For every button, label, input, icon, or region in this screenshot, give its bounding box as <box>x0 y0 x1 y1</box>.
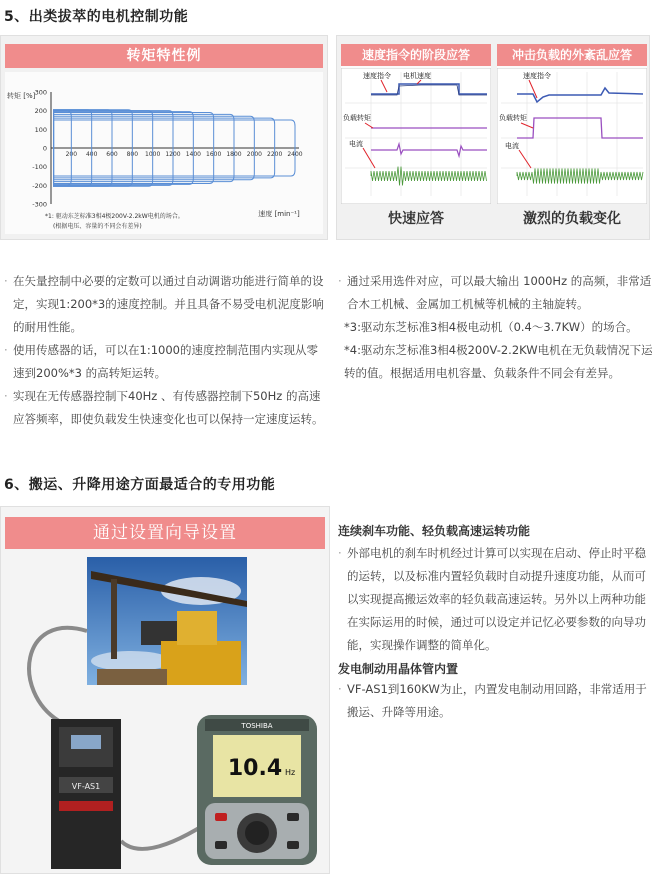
torque-chart <box>5 72 323 234</box>
response-panel <box>336 35 650 240</box>
list-item: · 实现在无传感器控制下40Hz 、有传感器控制下50Hz 的高速应答频率，即使负载发生快速变化也可以保持一定速度运转。 <box>4 389 324 426</box>
list-item: · 在矢量控制中必要的定数可以通过自动调谐功能进行简单的设定，实现1:200*3的速度控制。并且具备不易受电机泥度影响的耐用性能。 <box>4 274 324 334</box>
note-item: *4:驱动东芝标准3相4极200V-2.2KW电机在无负载情况下运转的值。根据适用电机容量、负载条件不同会有差异。 <box>344 343 653 380</box>
wizard-illustration-panel <box>0 506 330 874</box>
torque-ylabel: 转矩 [%] <box>7 92 36 100</box>
load-response-scope <box>497 68 647 204</box>
x-tick-label: 800 <box>126 151 139 158</box>
wizard-heading: 通过设置向导设置 <box>5 517 325 549</box>
brake-function-heading: 连续刹车功能、轻负载高速运转功能 <box>338 524 531 538</box>
feature-list-right <box>338 270 654 385</box>
torque-note-1: *1: 驱动东芝标准3相4极200V-2.2kW电机的场合。 <box>45 213 184 220</box>
y-tick-label: 0 <box>42 144 47 153</box>
load-response-caption: 激烈的负载变化 <box>523 211 621 227</box>
y-tick-label: -300 <box>32 200 47 209</box>
torque-xlabel: 速度 [min⁻¹] <box>258 210 300 218</box>
operation-panel <box>197 715 317 865</box>
y-tick-label: -100 <box>32 163 47 172</box>
speed-response-scope <box>341 68 491 204</box>
speed-response-chart <box>341 44 491 204</box>
speed-response-caption: 快速应答 <box>388 211 444 227</box>
load-torque-label: 负载转矩 <box>343 114 371 122</box>
panel-brand: TOSHIBA <box>241 722 273 730</box>
x-tick-label: 2000 <box>246 151 262 158</box>
load-current-label: 电流 <box>505 142 519 150</box>
x-tick-label: 1800 <box>226 151 242 158</box>
brake-transistor-text <box>338 678 654 724</box>
speed-cmd-label: 速度指令 <box>363 72 391 80</box>
list-item: · 外部电机的刹车时机经过计算可以实现在启动、停止时平稳的运转，以及标准内置轻负载时自动提升速度功能，从而可以实现提高搬运效率的轻负载高速运转。另外以上两种功能在实际运用的时候，通过可以设定并记忆必要参数的向导功能，实现操作调整的简单化。 <box>338 546 646 652</box>
load-response-heading: 冲击负载的外紊乱应答 <box>497 44 647 66</box>
y-tick-label: -200 <box>32 181 47 190</box>
x-tick-label: 600 <box>106 151 118 158</box>
motor-speed-label: 电机速度 <box>403 72 431 80</box>
panel-display-value: 10.4 <box>227 756 283 781</box>
inverter-unit <box>51 719 121 869</box>
x-tick-label: 1600 <box>206 151 222 158</box>
wizard-illustration <box>1 551 331 873</box>
inverter-label: VF-AS1 <box>71 782 101 791</box>
crane-photo <box>87 557 247 685</box>
y-tick-label: 200 <box>34 107 47 116</box>
load-response-chart <box>497 44 647 204</box>
panel-display-unit: Hz <box>285 768 296 777</box>
current-label: 电流 <box>349 140 363 148</box>
x-tick-label: 1400 <box>185 151 201 158</box>
x-tick-label: 2200 <box>267 151 283 158</box>
x-tick-label: 1200 <box>165 151 181 158</box>
x-tick-label: 1000 <box>145 151 161 158</box>
load-speed-cmd-label: 速度指令 <box>523 72 551 80</box>
feature-list-left <box>4 270 326 431</box>
x-tick-label: 2400 <box>287 151 303 158</box>
brake-transistor-heading: 发电制动用晶体管内置 <box>338 662 459 676</box>
x-tick-label: 200 <box>65 151 78 158</box>
y-tick-label: 100 <box>34 125 47 134</box>
brake-function-text <box>338 542 654 657</box>
torque-panel-heading: 转矩特性例 <box>5 44 323 68</box>
load-load-torque-label: 负载转矩 <box>499 114 527 122</box>
torque-characteristic-panel <box>0 35 328 240</box>
section-6-title: 6、搬运、升降用途方面最适合的专用功能 <box>4 477 276 493</box>
list-item: · 使用传感器的话，可以在1:1000的速度控制范围内实现从零速到200%*3 的高转矩运转。 <box>4 343 318 380</box>
list-item: · 通过采用选件对应，可以最大输出 1000Hz 的高频，非常适合木工机械、金属加工机械等机械的主轴旋转。 <box>338 274 652 311</box>
y-tick-label: 300 <box>34 88 47 97</box>
list-item: · VF-AS1到160KW为止，内置发电制动用回路，非常适用于搬运、升降等用途。 <box>338 682 647 719</box>
note-item: *3:驱动东芝标准3相4极电动机（0.4～3.7KW）的场合。 <box>344 320 638 334</box>
torque-note-2: (根据电压、容量的不同会有差异) <box>53 223 142 230</box>
section-5-title: 5、出类拔萃的电机控制功能 <box>4 9 189 25</box>
speed-response-heading: 速度指令的阶段应答 <box>341 44 491 66</box>
x-tick-label: 400 <box>85 151 98 158</box>
